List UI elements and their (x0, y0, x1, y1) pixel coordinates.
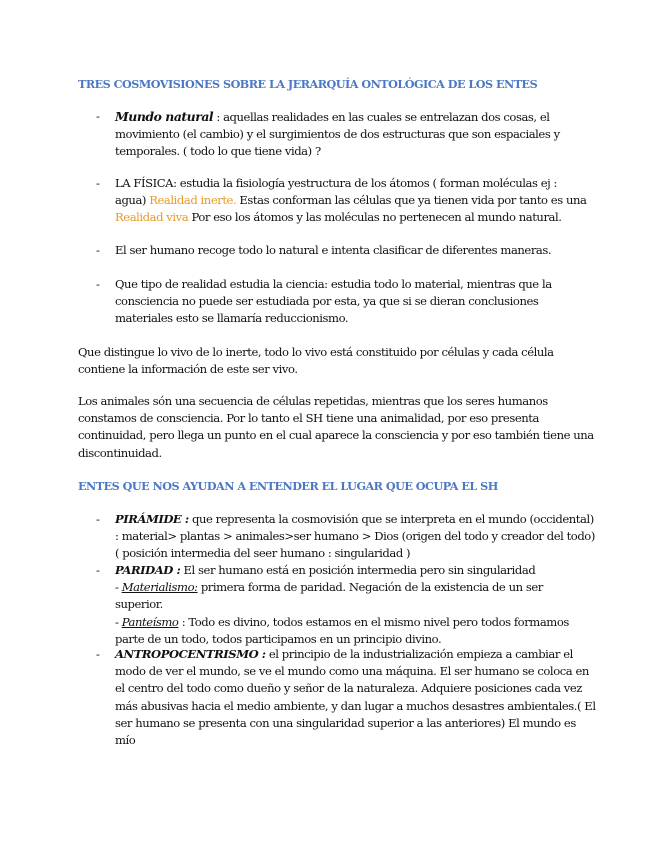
text-line (115, 511, 595, 528)
text-run: : aquellas realidades en las cuales se entrelazan dos cosas, el (213, 110, 550, 124)
text-line: mío (115, 733, 136, 748)
text-run: : Todo es divino, todos estamos en el mismo nivel pero todos formamos (178, 614, 569, 629)
text-line (115, 614, 569, 631)
text-line: superior. (115, 597, 163, 612)
text-line: Que distingue lo vivo de lo inerte, todo lo vivo está constituido por células y cada célula (78, 345, 554, 359)
paragraph-vivo-inerte (78, 344, 618, 378)
list-item-body (115, 242, 551, 259)
section-heading-cosmovisiones: TRES COSMOVISIONES SOBRE LA JERARQUÍA ONTOLÓGICA DE LOS ENTES (78, 77, 538, 91)
list-item-body (115, 646, 596, 749)
highlight-realidad-viva: Realidad viva (115, 210, 189, 225)
list-item-body (115, 511, 595, 563)
text-line: ser humano se presenta con una singularidad superior a las anteriores) El mundo es (115, 715, 576, 730)
text-line: : material> plantas > animales>ser humano > Dios (origen del todo y creador del todo) (115, 529, 595, 544)
text-line: temporales. ( todo lo que tiene vida) ? (115, 144, 321, 159)
list-dash: - (96, 243, 100, 257)
list-item-body (115, 108, 560, 161)
text-line: parte de un todo, todos participamos en un principio divino. (115, 631, 442, 646)
text-line: el centro del todo como dueño y señor de la naturaleza. Adquiere posiciones cada vez (115, 681, 582, 696)
text-line (115, 108, 560, 126)
text-line: Los animales són una secuencia de células repetidas, mientras que los seres humanos (78, 394, 548, 408)
list-dash: - (96, 176, 100, 190)
text-run: primera forma de paridad. Negación de la existencia de un ser (197, 580, 543, 595)
term-materialismo: Materialismo: (121, 580, 198, 595)
text-run: Por eso los átomos y las moléculas no pertenecen al mundo natural. (188, 210, 562, 225)
text-line: discontinuidad. (78, 445, 162, 460)
list-item-body (115, 276, 552, 328)
text-line: constamos de consciencia. Por lo tanto el SH tiene una animalidad, por eso presenta (78, 411, 539, 426)
text-line: continuidad, pero llega un punto en el cual aparece la consciencia y por eso también tiene una (78, 428, 594, 443)
text-run: El ser humano está en posición intermedia pero sin singularidad (180, 563, 536, 577)
term-piramide: PIRÁMIDE : (115, 512, 189, 526)
list-dash: - (96, 563, 100, 577)
term-antropocentrismo: ANTROPOCENTRISMO : (115, 647, 266, 661)
text-line: ( posición intermedia del seer humano : singularidad ) (115, 546, 411, 561)
list-dash: - (96, 277, 100, 291)
sub-prefix: - (115, 614, 122, 629)
text-line (115, 192, 586, 209)
text-line: más abusivas hacia el medio ambiente, y dan lugar a muchos desastres ambientales.( El (115, 698, 596, 713)
text-run: el principio de la industrialización empieza a cambiar el (265, 647, 573, 661)
text-line (115, 562, 569, 579)
text-line: movimiento (el cambio) y el surgimientos de dos estructuras que son espaciales y (115, 127, 560, 142)
paragraph-animales (78, 393, 618, 462)
text-run: que representa la cosmovisión que se interpreta en el mundo (occidental) (188, 512, 594, 526)
text-line: El ser humano recoge todo lo natural e intenta clasificar de diferentes maneras. (115, 243, 552, 257)
highlight-realidad-inerte: Realidad inerte. (149, 193, 237, 208)
text-line (115, 646, 596, 663)
term-panteismo: Panteísmo (121, 614, 179, 629)
term-mundo-natural: Mundo natural (115, 109, 214, 124)
list-dash: - (96, 109, 100, 123)
text-line (115, 209, 586, 226)
list-item-body (115, 562, 569, 648)
list-dash: - (96, 512, 100, 526)
text-line: modo de ver el mundo, se ve el mundo como una máquina. El ser humano se coloca en (115, 664, 589, 679)
text-line: materiales esto se llamaría reduccionismo. (115, 311, 349, 326)
sub-prefix: - (115, 580, 122, 595)
term-paridad: PARIDAD : (115, 563, 181, 577)
text-run: Estas conforman las células que ya tienen vida por tanto es una (236, 193, 587, 208)
text-line: Que tipo de realidad estudia la ciencia: estudia todo lo material, mientras que la (115, 277, 552, 291)
list-item-body (115, 175, 586, 227)
text-line: LA FÍSICA: estudia la fisiología yestructura de los átomos ( forman moléculas ej : (115, 176, 557, 190)
text-run: agua) (115, 193, 150, 208)
list-dash: - (96, 647, 100, 661)
text-line: consciencia no puede ser estudiada por esta, ya que si se dieran conclusiones (115, 294, 539, 309)
text-line: contiene la información de este ser vivo. (78, 362, 298, 377)
section-heading-entes: ENTES QUE NOS AYUDAN A ENTENDER EL LUGAR QUE OCUPA EL SH (78, 479, 498, 493)
text-line (115, 579, 569, 596)
